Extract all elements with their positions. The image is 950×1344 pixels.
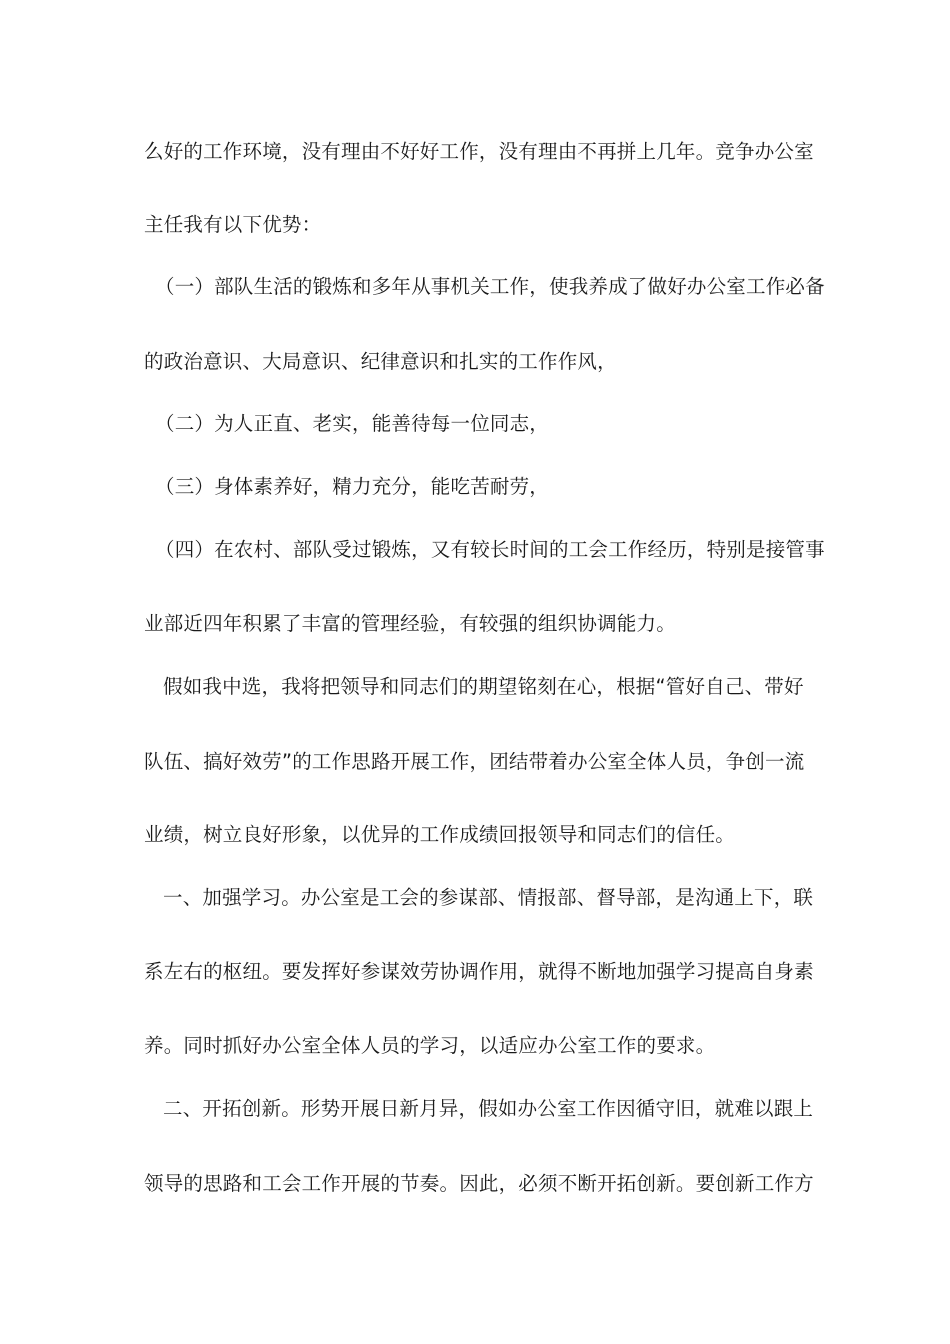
text-line: 队伍、搞好效劳”的工作思路开展工作，团结带着办公室全体人员，争创一流 xyxy=(144,750,805,773)
text-line: 业部近四年积累了丰富的管理经验，有较强的组织协调能力。 xyxy=(144,612,676,635)
text-line: （一）部队生活的锻炼和多年从事机关工作，使我养成了做好办公室工作必备 xyxy=(155,275,825,298)
text-line: 二、开拓创新。形势开展日新月异，假如办公室工作因循守旧，就难以跟上 xyxy=(163,1097,814,1120)
text-line: 假如我中选，我将把领导和同志们的期望铭刻在心，根据“管好自己、带好 xyxy=(163,675,804,698)
text-line: 么好的工作环境，没有理由不好好工作，没有理由不再拼上几年。竞争办公室 xyxy=(144,140,814,163)
text-line: （三）身体素养好，精力充分，能吃苦耐劳， xyxy=(155,475,550,498)
text-line: 业绩，树立良好形象，以优异的工作成绩回报领导和同志们的信任。 xyxy=(144,823,736,846)
text-line: （四）在农村、部队受过锻炼，又有较长时间的工会工作经历，特别是接管事 xyxy=(155,538,825,561)
text-line: 系左右的枢纽。要发挥好参谋效劳协调作用，就得不断地加强学习提高自身素 xyxy=(144,960,814,983)
text-line: 一、加强学习。办公室是工会的参谋部、情报部、督导部，是沟通上下，联 xyxy=(163,886,814,909)
text-line: 主任我有以下优势： xyxy=(144,213,322,236)
text-line: 的政治意识、大局意识、纪律意识和扎实的工作作风， xyxy=(144,350,617,373)
text-line: 养。同时抓好办公室全体人员的学习，以适应办公室工作的要求。 xyxy=(144,1034,716,1057)
text-line: 领导的思路和工会工作开展的节奏。因此，必须不断开拓创新。要创新工作方 xyxy=(144,1172,814,1195)
text-line: （二）为人正直、老实，能善待每一位同志， xyxy=(155,412,550,435)
